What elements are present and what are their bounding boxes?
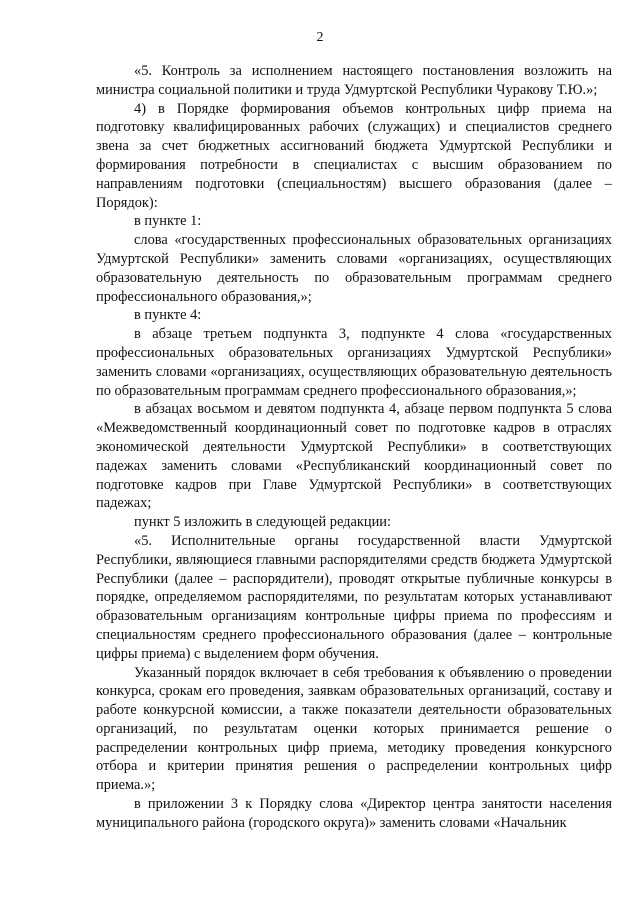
document-body <box>96 62 612 833</box>
paragraph-point-1-text: слова «государственных профессиональных образовательных организациях Удмуртской Республики» заменить словами «организациях, осуществляющих образовательную деятельность по образовательным программам среднего профессионального образования,»; <box>96 232 612 305</box>
paragraph-point-4-subpoint-3: в абзаце третьем подпункта 3, подпункте 4 слова «государственных профессиональных образовательных организациях Удмуртской Республики» заменить словами «организациях, осуществляющих образовательную деятельность по образовательным программам среднего профессионального образования,»; <box>96 326 612 399</box>
paragraph-point-5-text: «5. Исполнительные органы государственной власти Удмуртской Республики, являющиеся главными распорядителями средств бюджета Удмуртской Республики (далее – распорядители), проводят открытые публичные конкурсы в порядке, определяемом распорядителями, по результатам которых устанавливают образовательным организациям контрольные цифры приема по профессиям и специальностям среднего профессионального образования (далее – контрольные цифры приема) с выделением форм обучения. <box>96 532 612 662</box>
paragraph-control-clause: «5. Контроль за исполнением настоящего постановления возложить на министра социальной политики и труда Удмуртской Республики Чуракову Т.Ю.»; <box>96 63 612 98</box>
paragraph-point-4-heading: в пункте 4: <box>134 307 202 324</box>
paragraph-point-5-heading: пункт 5 изложить в следующей редакции: <box>134 514 391 531</box>
paragraph-procedure-requirements: Указанный порядок включает в себя требования к объявлению о проведении конкурса, срокам его проведения, заявкам образовательных организаций, составу и работе конкурсной комиссии, а также показатели деятельности образовательных организаций, по результатам оценки которых принимается решение о распределении контрольных цифр приема, методику проведения конкурсного отбора и критерии принятия решения о распределении контрольных цифр приема.»; <box>96 664 612 794</box>
paragraph-procedure-amendments: 4) в Порядке формирования объемов контрольных цифр приема на подготовку квалифицированных рабочих (служащих) и специалистов среднего звена за счет бюджетных ассигнований бюджета Удмуртской Республики и формирования потребности в специалистах с высшим образованием по направлениям подготовки (специальностям) высшего образования (далее – Порядок): <box>96 100 612 211</box>
paragraph-point-1-heading: в пункте 1: <box>134 213 202 230</box>
paragraph-point-4-subpoint-4: в абзацах восьмом и девятом подпункта 4, абзаце первом подпункта 5 слова «Межведомственный координационный совет по подготовке кадров в отраслях экономической деятельности Удмуртской Республики» в соответствующих падежах заменить словами «Республиканский координационный совет по подготовке кадров при Главе Удмуртской Республики» в соответствующих падежах; <box>96 401 612 512</box>
page-number: 2 <box>316 30 324 45</box>
paragraph-appendix-3: в приложении 3 к Порядку слова «Директор центра занятости населения муниципального района (городского округа)» заменить словами «Начальник <box>96 796 612 831</box>
